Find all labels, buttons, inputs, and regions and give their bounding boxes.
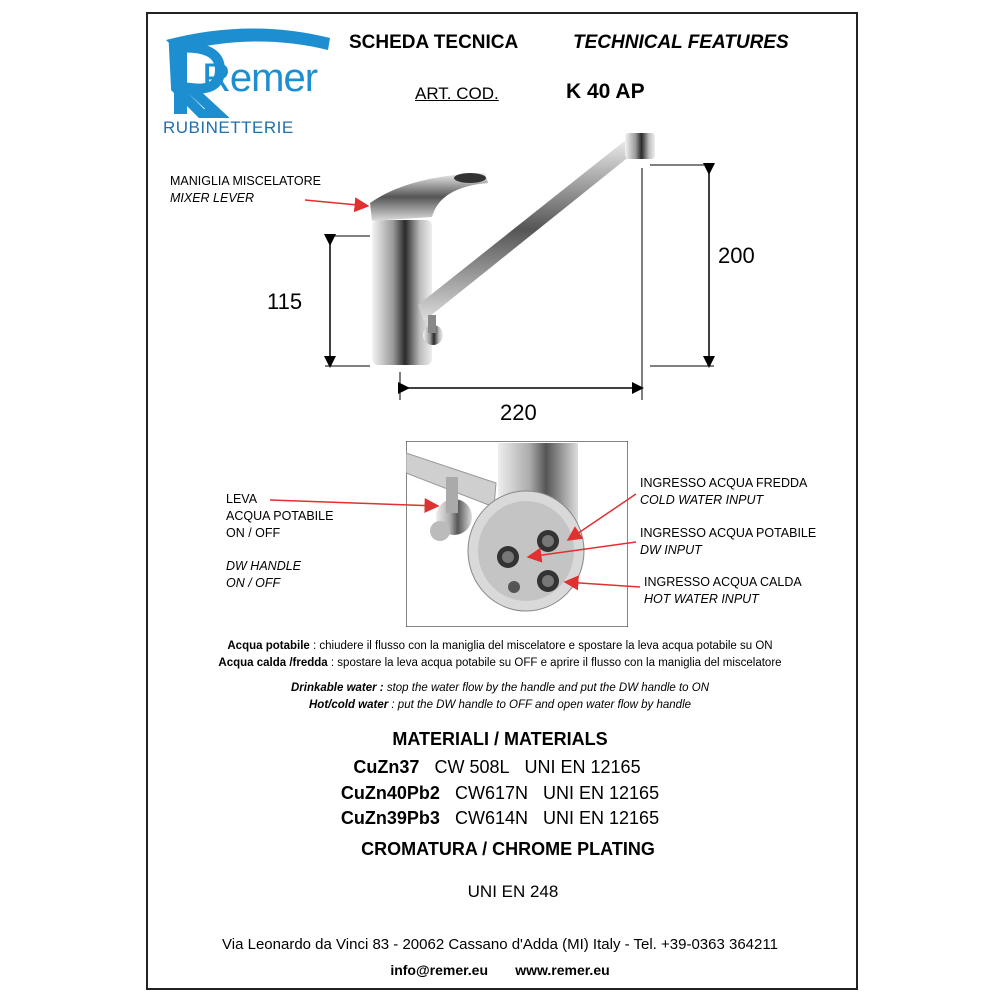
lever-label-en: MIXER LEVER — [170, 191, 255, 205]
dim-reach: 220 — [500, 400, 537, 425]
materials-heading: MATERIALI / MATERIALS — [392, 729, 608, 749]
art-code: K 40 AP — [566, 80, 645, 103]
hot-input-it: INGRESSO ACQUA CALDA — [644, 575, 802, 589]
dw-handle-onoff: ON / OFF — [226, 576, 281, 590]
cold-input-it: INGRESSO ACQUA FREDDA — [640, 476, 808, 490]
dim-height-body: 115 — [267, 289, 303, 314]
cold-input-en: COLD WATER INPUT — [640, 493, 764, 507]
company-address: Via Leonardo da Vinci 83 - 20062 Cassano d'Adda (MI) Italy - Tel. +39-0363 364211 — [222, 936, 778, 953]
email-link[interactable]: info@remer.eu — [390, 962, 489, 978]
note-it-1: Acqua potabile : chiudere il flusso con la maniglia del miscelatore e spostare la leva acqua potabile su ON — [227, 640, 773, 652]
hot-input-en: HOT WATER INPUT — [644, 592, 759, 606]
note-en-1: Drinkable water : stop the water flow by the handle and put the DW handle to ON — [290, 682, 710, 694]
website-link[interactable]: www.remer.eu — [515, 962, 610, 978]
note-it-2: Acqua calda /fredda : spostare la leva acqua potabile su OFF e aprire il flusso con la maniglia del miscelatore — [218, 657, 782, 669]
leva-label-1: LEVA — [226, 492, 258, 506]
material-row-3: CuZn39Pb3 CW614N UNI EN 12165 — [340, 808, 660, 828]
lever-label-it: MANIGLIA MISCELATORE — [170, 174, 321, 188]
title-it: SCHEDA TECNICA — [349, 32, 519, 53]
detail-arrows — [0, 430, 1000, 630]
plating-heading: CROMATURA / CHROME PLATING — [361, 839, 655, 859]
dw-input-it: INGRESSO ACQUA POTABILE — [640, 526, 817, 540]
leva-label-2: ACQUA POTABILE — [226, 509, 334, 523]
dimension-lines — [0, 0, 1000, 430]
dw-handle-label: DW HANDLE — [226, 559, 302, 573]
material-row-1: CuZn37 CW 508L UNI EN 12165 — [353, 757, 641, 777]
brand-subtitle: RUBINETTERIE — [163, 118, 294, 137]
brand-name: Remer — [202, 56, 318, 100]
title-en: TECHNICAL FEATURES — [573, 32, 789, 53]
material-row-2: CuZn40Pb2 CW617N UNI EN 12165 — [340, 783, 660, 803]
art-label: ART. COD. — [415, 84, 499, 103]
company-contacts — [0, 962, 1000, 978]
dim-height-total: 200 — [718, 243, 755, 268]
dw-input-en: DW INPUT — [640, 543, 702, 557]
plating-standard: UNI EN 248 — [467, 882, 559, 901]
note-en-2: Hot/cold water : put the DW handle to OFF and open water flow by handle — [308, 699, 692, 711]
leva-label-3: ON / OFF — [226, 526, 281, 540]
